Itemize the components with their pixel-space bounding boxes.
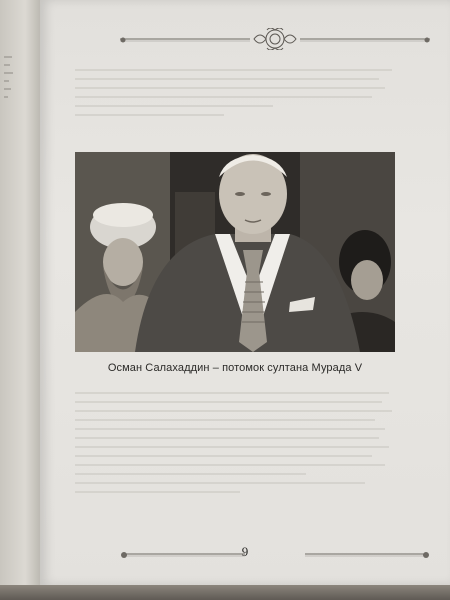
previous-page-text-marks bbox=[4, 50, 34, 104]
photo-caption: Осман Салахаддин – потомок султана Мурада V bbox=[107, 362, 363, 374]
book-page bbox=[40, 0, 450, 585]
bleed-through-text-top bbox=[75, 62, 405, 123]
page-bottom-shadow bbox=[0, 585, 450, 600]
previous-page-edge bbox=[0, 0, 42, 600]
bleed-through-text-bottom bbox=[75, 385, 405, 500]
page-number: 9 bbox=[241, 544, 249, 559]
floral-ornament-icon bbox=[120, 28, 430, 50]
portrait-photo bbox=[75, 152, 395, 352]
